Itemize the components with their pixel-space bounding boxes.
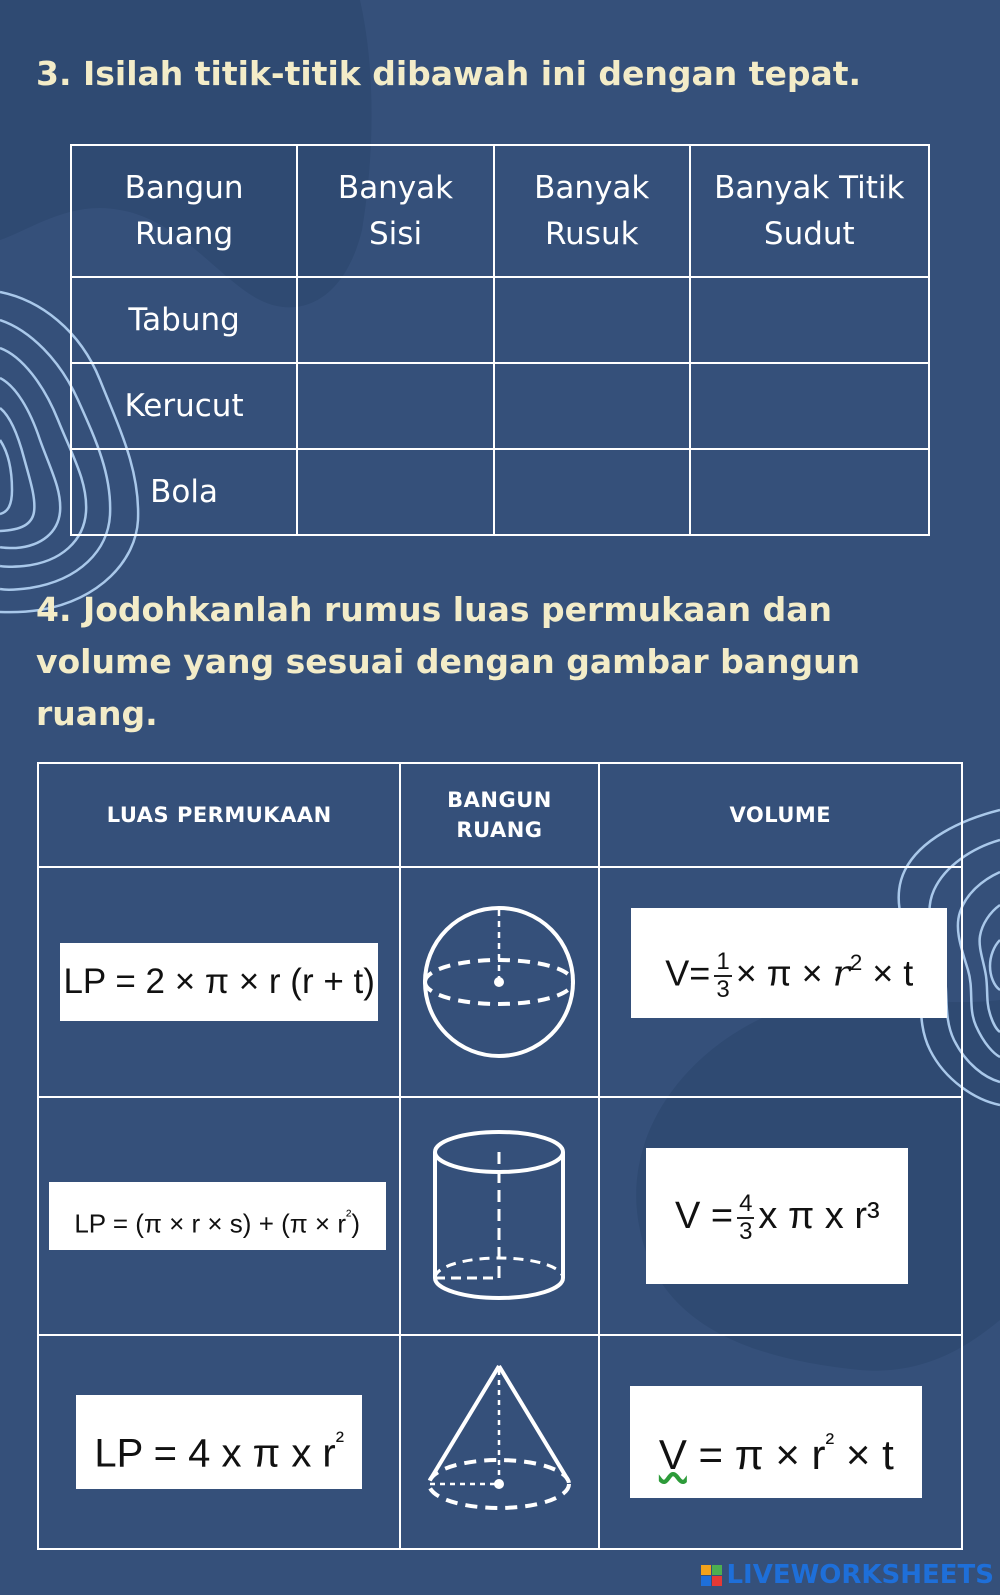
- header-bangun-ruang: BANGUN RUANG: [400, 763, 598, 867]
- answer-bola-titik-sudut[interactable]: [701, 461, 919, 523]
- header-luas-permukaan: LUAS PERMUKAAN: [38, 763, 400, 867]
- question-4-title: 4. Jodohkanlah rumus luas permukaan dan volume yang sesuai dengan gambar bangun ruang.: [36, 590, 861, 733]
- formula-lp-bola[interactable]: LP = 4 x π x $r^{^2}$: [76, 1395, 362, 1489]
- formula-v-bola[interactable]: V = $\frac{4}{3}$ x π x r³: [646, 1148, 908, 1284]
- answer-kerucut-rusuk[interactable]: [503, 375, 681, 437]
- table-row: [71, 449, 929, 535]
- table-row: [38, 867, 962, 1097]
- header-banyak-rusuk: Banyak Rusuk: [494, 145, 690, 277]
- answer-bola-sisi[interactable]: [306, 461, 485, 523]
- cone-icon[interactable]: [424, 1362, 574, 1522]
- shape-name: Bola: [71, 449, 297, 535]
- formula-v-tabung[interactable]: $V = \pi \times r^{^2} \times t$: [630, 1386, 922, 1498]
- shape-name: Kerucut: [71, 363, 297, 449]
- header-banyak-titik-sudut: Banyak Titik Sudut: [690, 145, 929, 277]
- question-4-matching-table: [37, 762, 963, 1550]
- answer-kerucut-sisi[interactable]: [306, 375, 485, 437]
- sphere-icon[interactable]: [419, 902, 579, 1062]
- fraction: $\frac{1}{3}$: [716, 948, 730, 1004]
- header-bangun-ruang: Bangun Ruang: [71, 145, 297, 277]
- liveworksheets-logo-icon: [701, 1565, 722, 1586]
- brand-text: LIVEWORKSHEETS: [726, 1560, 994, 1590]
- formula-lp-tabung[interactable]: LP = 2 × π × r (r + t): [60, 943, 378, 1021]
- question-3-title: 3. Isilah titik-titik dibawah ini dengan tepat.: [36, 54, 862, 93]
- cylinder-icon[interactable]: [429, 1128, 569, 1304]
- table-header-row: [38, 763, 962, 867]
- question-3-table: [70, 144, 930, 536]
- fraction: $\frac{4}{3}$: [739, 1189, 753, 1245]
- table-row: [38, 1097, 962, 1335]
- table-row: [38, 1335, 962, 1549]
- shape-name: Tabung: [71, 277, 297, 363]
- header-volume: VOLUME: [599, 763, 962, 867]
- answer-tabung-titik-sudut[interactable]: [701, 289, 919, 351]
- answer-tabung-rusuk[interactable]: [503, 289, 681, 351]
- answer-tabung-sisi[interactable]: [306, 289, 485, 351]
- formula-v-kerucut[interactable]: V= $\frac{1}{3}$ × $\pi \times r^2 \times t$: [631, 908, 947, 1018]
- table-row: [71, 363, 929, 449]
- header-banyak-sisi: Banyak Sisi: [297, 145, 494, 277]
- answer-kerucut-titik-sudut[interactable]: [701, 375, 919, 437]
- table-row: [71, 277, 929, 363]
- table-header-row: [71, 145, 929, 277]
- liveworksheets-logo: [701, 1561, 994, 1589]
- formula-lp-kerucut[interactable]: LP = $(\pi \times r \times s) + (\pi \times r^{^2})$: [49, 1182, 386, 1250]
- answer-bola-rusuk[interactable]: [503, 461, 681, 523]
